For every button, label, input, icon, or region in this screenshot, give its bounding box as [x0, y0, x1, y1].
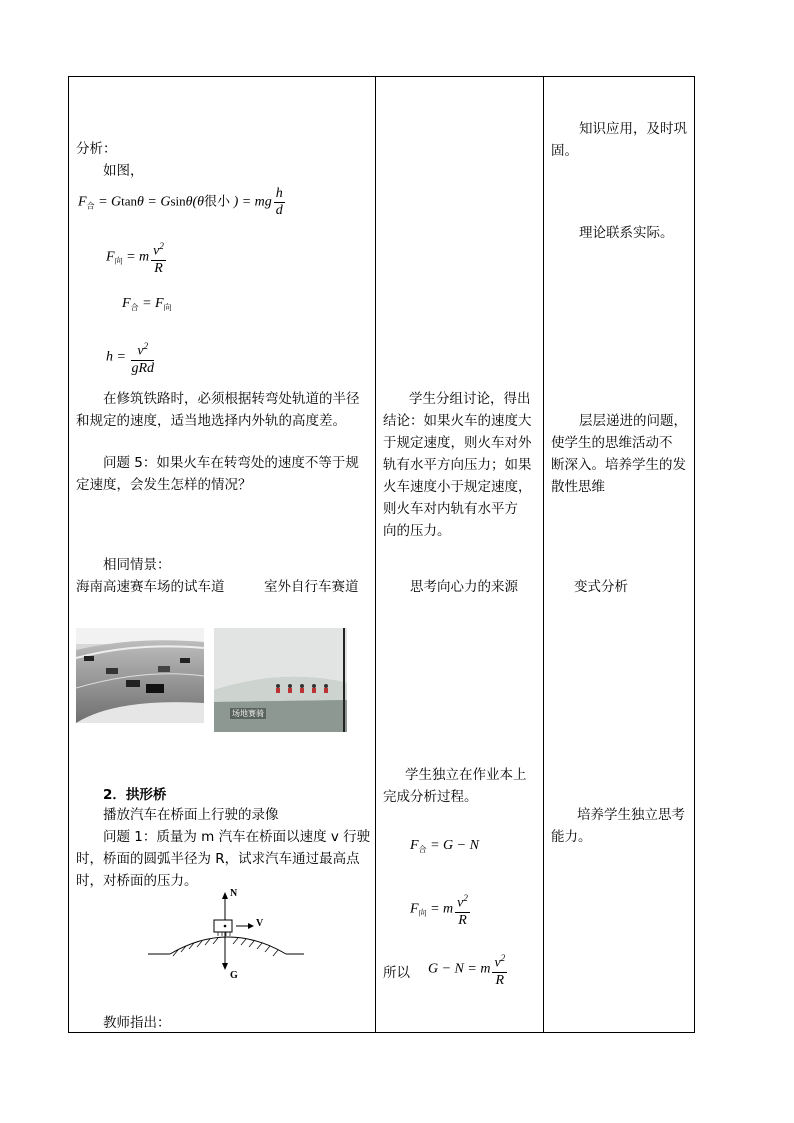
discuss-line6: 则火车对内轨有水平方	[383, 501, 518, 517]
independent-think-line1: 培养学生独立思考	[577, 807, 685, 823]
as-figure-text: 如图，	[103, 163, 144, 179]
scenario-left-caption: 海南高速赛车场的试车道	[76, 579, 225, 595]
build-para-line1: 在修筑铁路时，必须根据转弯处轨道的半径	[103, 391, 360, 407]
arch-bridge-diagram	[148, 886, 308, 986]
question1-line2: 时，桥面的圆弧半径为 R，试求汽车通过最高点	[76, 851, 360, 867]
section2-title: 2．拱形桥	[103, 787, 167, 803]
teacher-points: 教师指出：	[103, 1015, 171, 1031]
so-label: 所以	[383, 965, 410, 981]
apply-line2: 固。	[551, 143, 578, 159]
formula-f-combined: $F_合 = Gtan\theta = Gsin\theta(\theta$很小 ) = mg $\frac{h}{d}$	[78, 186, 283, 218]
discuss-line1: 学生分组讨论，得出	[409, 391, 531, 407]
eq-centripetal: $F_向 = m$ $\frac{v^2}{R}$	[410, 890, 470, 929]
discuss-line7: 向的压力。	[383, 523, 451, 539]
eq-result: G − N = m $\frac{v^2}{R}$	[428, 950, 507, 989]
independent-think-line2: 能力。	[551, 829, 592, 845]
discuss-line2: 结论：如果火车的速度大	[383, 413, 532, 429]
independent-line2: 完成分析过程。	[383, 789, 478, 805]
theory-text: 理论联系实际。	[579, 225, 674, 241]
normal-force-label: N	[230, 888, 238, 899]
velodrome-caption: 场地赛骑	[232, 709, 264, 718]
discuss-line3: 于规定速度，则火车对外	[383, 435, 532, 451]
question5-line2: 定速度，会发生怎样的情况？	[76, 477, 252, 493]
layer-line2: 使学生的思维活动不	[551, 435, 673, 451]
race-track-photo	[76, 628, 204, 723]
question1-line1: 问题 1：质量为 m 汽车在桥面以速度 v 行驶	[103, 829, 371, 845]
scenario-label: 相同情景：	[103, 557, 171, 573]
velocity-label: V	[256, 918, 264, 929]
discuss-line5: 火车速度小于规定速度，	[383, 479, 532, 495]
column-divider-1	[375, 77, 376, 1032]
formula-f-centripetal: $F_向 = m$ $\frac{v^2}{R}$	[106, 238, 166, 277]
formula-height: h = $\frac{v^2}{\text{gRd}}$	[106, 338, 154, 377]
apply-line1: 知识应用，及时巩	[579, 121, 687, 137]
eq-net-force: $F_合 = G - N$	[410, 838, 479, 854]
think-source-text: 思考向心力的来源	[410, 579, 518, 595]
layer-line3: 断深入。培养学生的发	[551, 457, 686, 473]
independent-line1: 学生独立在作业本上	[405, 767, 527, 783]
question1-line3: 时，对桥面的压力。	[76, 873, 198, 889]
variant-text: 变式分析	[574, 579, 628, 595]
layer-line1: 层层递进的问题，	[579, 413, 687, 429]
discuss-line4: 轨有水平方向压力；如果	[383, 457, 532, 473]
analysis-label: 分析：	[76, 141, 117, 157]
column-divider-2	[543, 77, 544, 1032]
build-para-line2: 和规定的速度，适当地选择内外轨的高度差。	[76, 413, 346, 429]
formula-equal-forces: $F_合 = F_向$	[122, 296, 172, 312]
velodrome-photo	[214, 628, 347, 732]
scenario-right-caption: 室外自行车赛道	[264, 579, 359, 595]
gravity-label: G	[230, 970, 238, 981]
question5-line1: 问题 5：如果火车在转弯处的速度不等于规	[103, 455, 359, 471]
layer-line4: 散性思维	[551, 479, 605, 495]
video-line: 播放汽车在桥面上行驶的录像	[103, 807, 279, 823]
